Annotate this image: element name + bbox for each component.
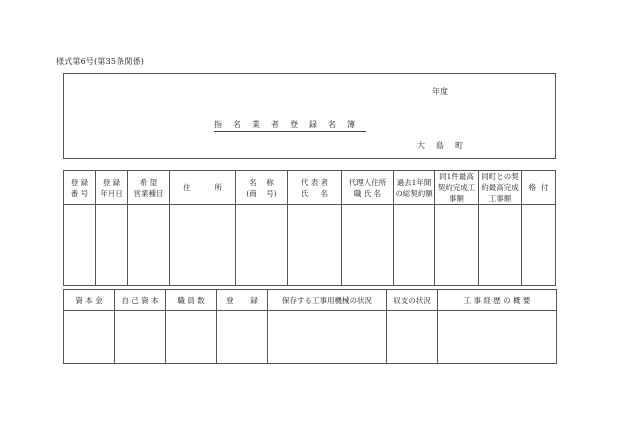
cell-registration[interactable] bbox=[217, 311, 268, 364]
table-row bbox=[64, 205, 556, 286]
cell-employees[interactable] bbox=[166, 311, 217, 364]
fiscal-year-label: 年度 bbox=[432, 87, 448, 96]
col-header-representative: 代 表 者 氏 名 bbox=[288, 171, 342, 205]
col-header-rating: 格 付 bbox=[522, 171, 556, 205]
cell-history[interactable] bbox=[438, 311, 557, 364]
col-header-employees: 職 員 数 bbox=[166, 290, 217, 311]
col-header-history: 工 事 経 歴 の 概 要 bbox=[438, 290, 557, 311]
col-header-equity: 自 己 資 本 bbox=[115, 290, 166, 311]
town-name: 大島町 bbox=[417, 141, 474, 150]
col-header-reg-number: 登 録 番 号 bbox=[64, 171, 96, 205]
col-header-name-trade: 名 称 (商 号) bbox=[236, 171, 288, 205]
col-header-reg-date: 登 録 年月日 bbox=[96, 171, 128, 205]
cell-capital[interactable] bbox=[64, 311, 115, 364]
cell-representative[interactable] bbox=[288, 205, 342, 286]
col-header-town-max-completed: 同町との契 約最高完成 工事額 bbox=[479, 171, 522, 205]
company-details-table bbox=[63, 289, 557, 364]
cell-max-completed[interactable] bbox=[435, 205, 479, 286]
col-header-income: 収支の状況 bbox=[387, 290, 438, 311]
col-header-machinery: 保存する工事用機械の状況 bbox=[268, 290, 387, 311]
cell-reg-date[interactable] bbox=[96, 205, 128, 286]
cell-agent[interactable] bbox=[342, 205, 394, 286]
cell-income[interactable] bbox=[387, 311, 438, 364]
cell-name-trade[interactable] bbox=[236, 205, 288, 286]
cell-rating[interactable] bbox=[522, 205, 556, 286]
col-header-max-completed: 同1件最高 契約完成工 事額 bbox=[435, 171, 479, 205]
contractor-register-table bbox=[63, 170, 556, 286]
cell-equity[interactable] bbox=[115, 311, 166, 364]
register-title: 指名業者登録名簿 bbox=[214, 119, 366, 132]
form-number-label: 様式第6号(第35条関係) bbox=[56, 57, 145, 66]
col-header-desired-business: 希 望 営業種目 bbox=[128, 171, 170, 205]
col-header-registration: 登 録 bbox=[217, 290, 268, 311]
cell-town-max-completed[interactable] bbox=[479, 205, 522, 286]
table-header-row bbox=[64, 171, 556, 205]
col-header-address: 住 所 bbox=[170, 171, 236, 205]
cell-desired-business[interactable] bbox=[128, 205, 170, 286]
register-header-box bbox=[63, 73, 556, 159]
cell-contract-amount[interactable] bbox=[394, 205, 435, 286]
cell-reg-number[interactable] bbox=[64, 205, 96, 286]
cell-address[interactable] bbox=[170, 205, 236, 286]
table-row bbox=[64, 311, 557, 364]
cell-machinery[interactable] bbox=[268, 311, 387, 364]
col-header-contract-amount: 過去1年間 の総契約額 bbox=[394, 171, 435, 205]
col-header-capital: 資 本 金 bbox=[64, 290, 115, 311]
col-header-agent: 代理人住所 職 氏 名 bbox=[342, 171, 394, 205]
table-header-row bbox=[64, 290, 557, 311]
